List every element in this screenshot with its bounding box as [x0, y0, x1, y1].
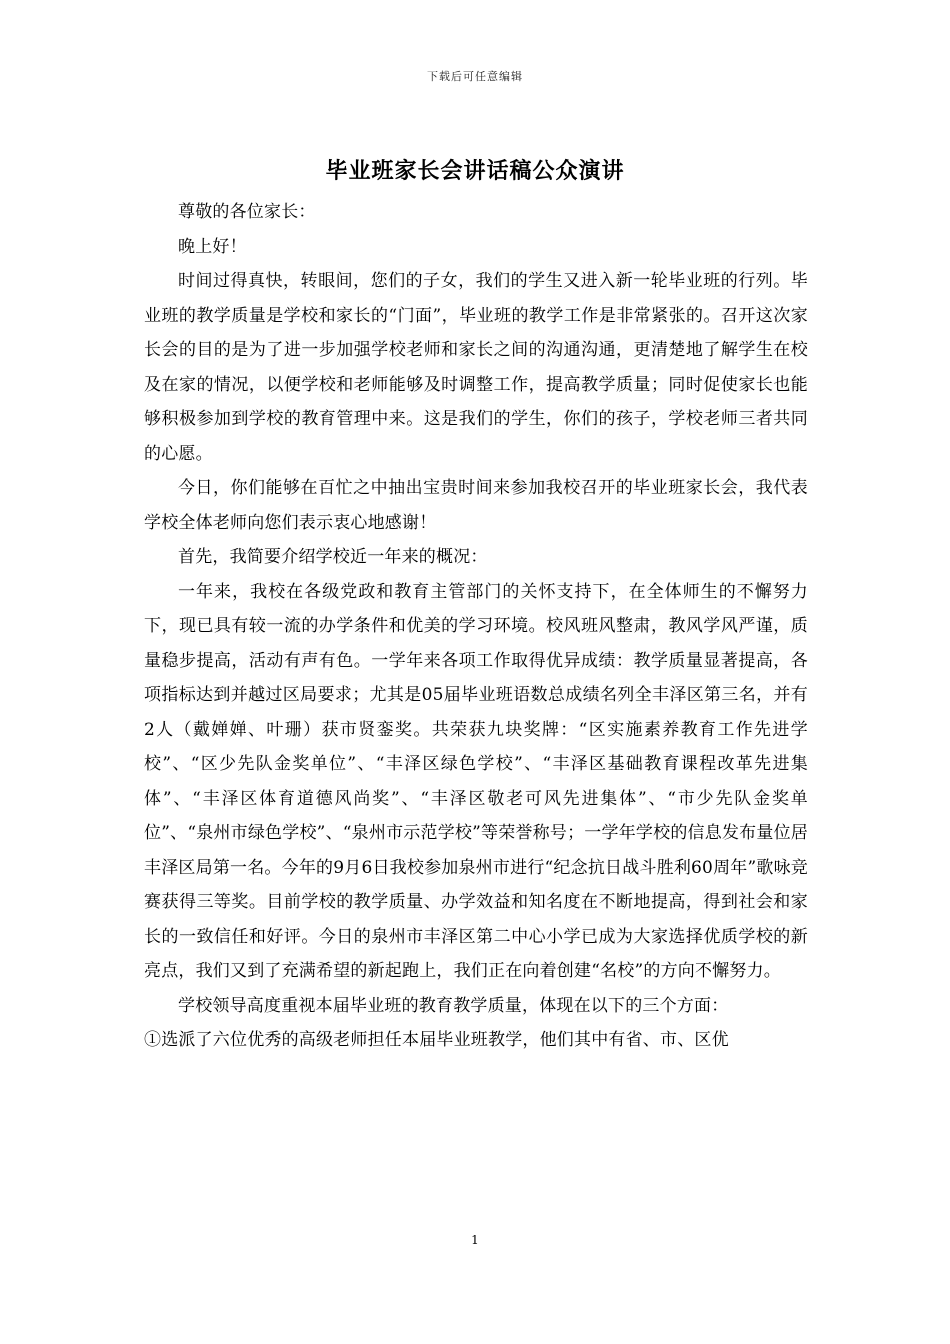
body-paragraph: ①选派了六位优秀的高级老师担任本届毕业班教学，他们其中有省、市、区优 [144, 1030, 729, 1050]
salutation: 尊敬的各位家长： [178, 202, 316, 222]
body-paragraph: 时间过得真快，转眼间，您们的子女，我们的学生又进入新一轮毕业班的行列。毕业班的教学质量是学校和家长的“门面”，毕业班的教学工作是非常紧张的。召开这次家长会的目的是为了进一步加强学校老师和家长之间的沟通沟通，更清楚地了解学生在校及在家的情况，以便学校和老师能够及时调整工作，提高教学质量；同时促使家长也能够积极参加到学校的教育管理中来。这是我们的学生，你们的孩子，学校老师三者共同的心愿。 [144, 271, 808, 464]
document-body [144, 195, 808, 1058]
document-title: 毕业班家长会讲话稿公众演讲 [325, 159, 625, 184]
header-note: 下载后可任意编辑 [427, 70, 523, 83]
body-paragraph: 今日，你们能够在百忙之中抽出宝贵时间来参加我校召开的毕业班家长会，我代表学校全体老师向您们表示衷心地感谢！ [144, 478, 808, 533]
body-paragraph: 学校领导高度重视本届毕业班的教育教学质量，体现在以下的三个方面： [178, 995, 729, 1016]
page-number: 1 [471, 1233, 479, 1247]
body-paragraph: 一年来，我校在各级党政和教育主管部门的关怀支持下，在全体师生的不懈努力下，现已具有较一流的办学条件和优美的学习环境。校风班风整肃，教风学风严谨，质量稳步提高，活动有声有色。一学年来各项工作取得优异成绩：教学质量显著提高，各项指标达到并越过区局要求；尤其是05届毕业班语数总成绩名列全丰泽区第三名，并有2人（戴婵婵、叶珊）获市贤銮奖。共荣获九块奖牌：“区实施素养教育工作先进学校”、“区少先队金奖单位”、“丰泽区绿色学校”、“丰泽区基础教育课程改革先进集体”、“丰泽区体育道德风尚奖”、“丰泽区敬老可风先进集体”、“市少先队金奖单位”、“泉州市绿色学校”、“泉州市示范学校”等荣誉称号；一学年学校的信息发布量位居丰泽区局第一名。今年的9月6日我校参加泉州市进行“纪念抗日战斗胜利60周年”歌咏竞赛获得三等奖。目前学校的教学质量、办学效益和知名度在不断地提高，得到社会和家长的一致信任和好评。今日的泉州市丰泽区第二中心小学已成为大家选择优质学校的新亮点，我们又到了充满希望的新起跑上，我们正在向着创建“名校”的方向不懈努力。 [144, 581, 808, 981]
greeting: 晚上好！ [178, 236, 247, 257]
body-paragraph: 首先，我简要介绍学校近一年来的概况： [178, 547, 488, 567]
